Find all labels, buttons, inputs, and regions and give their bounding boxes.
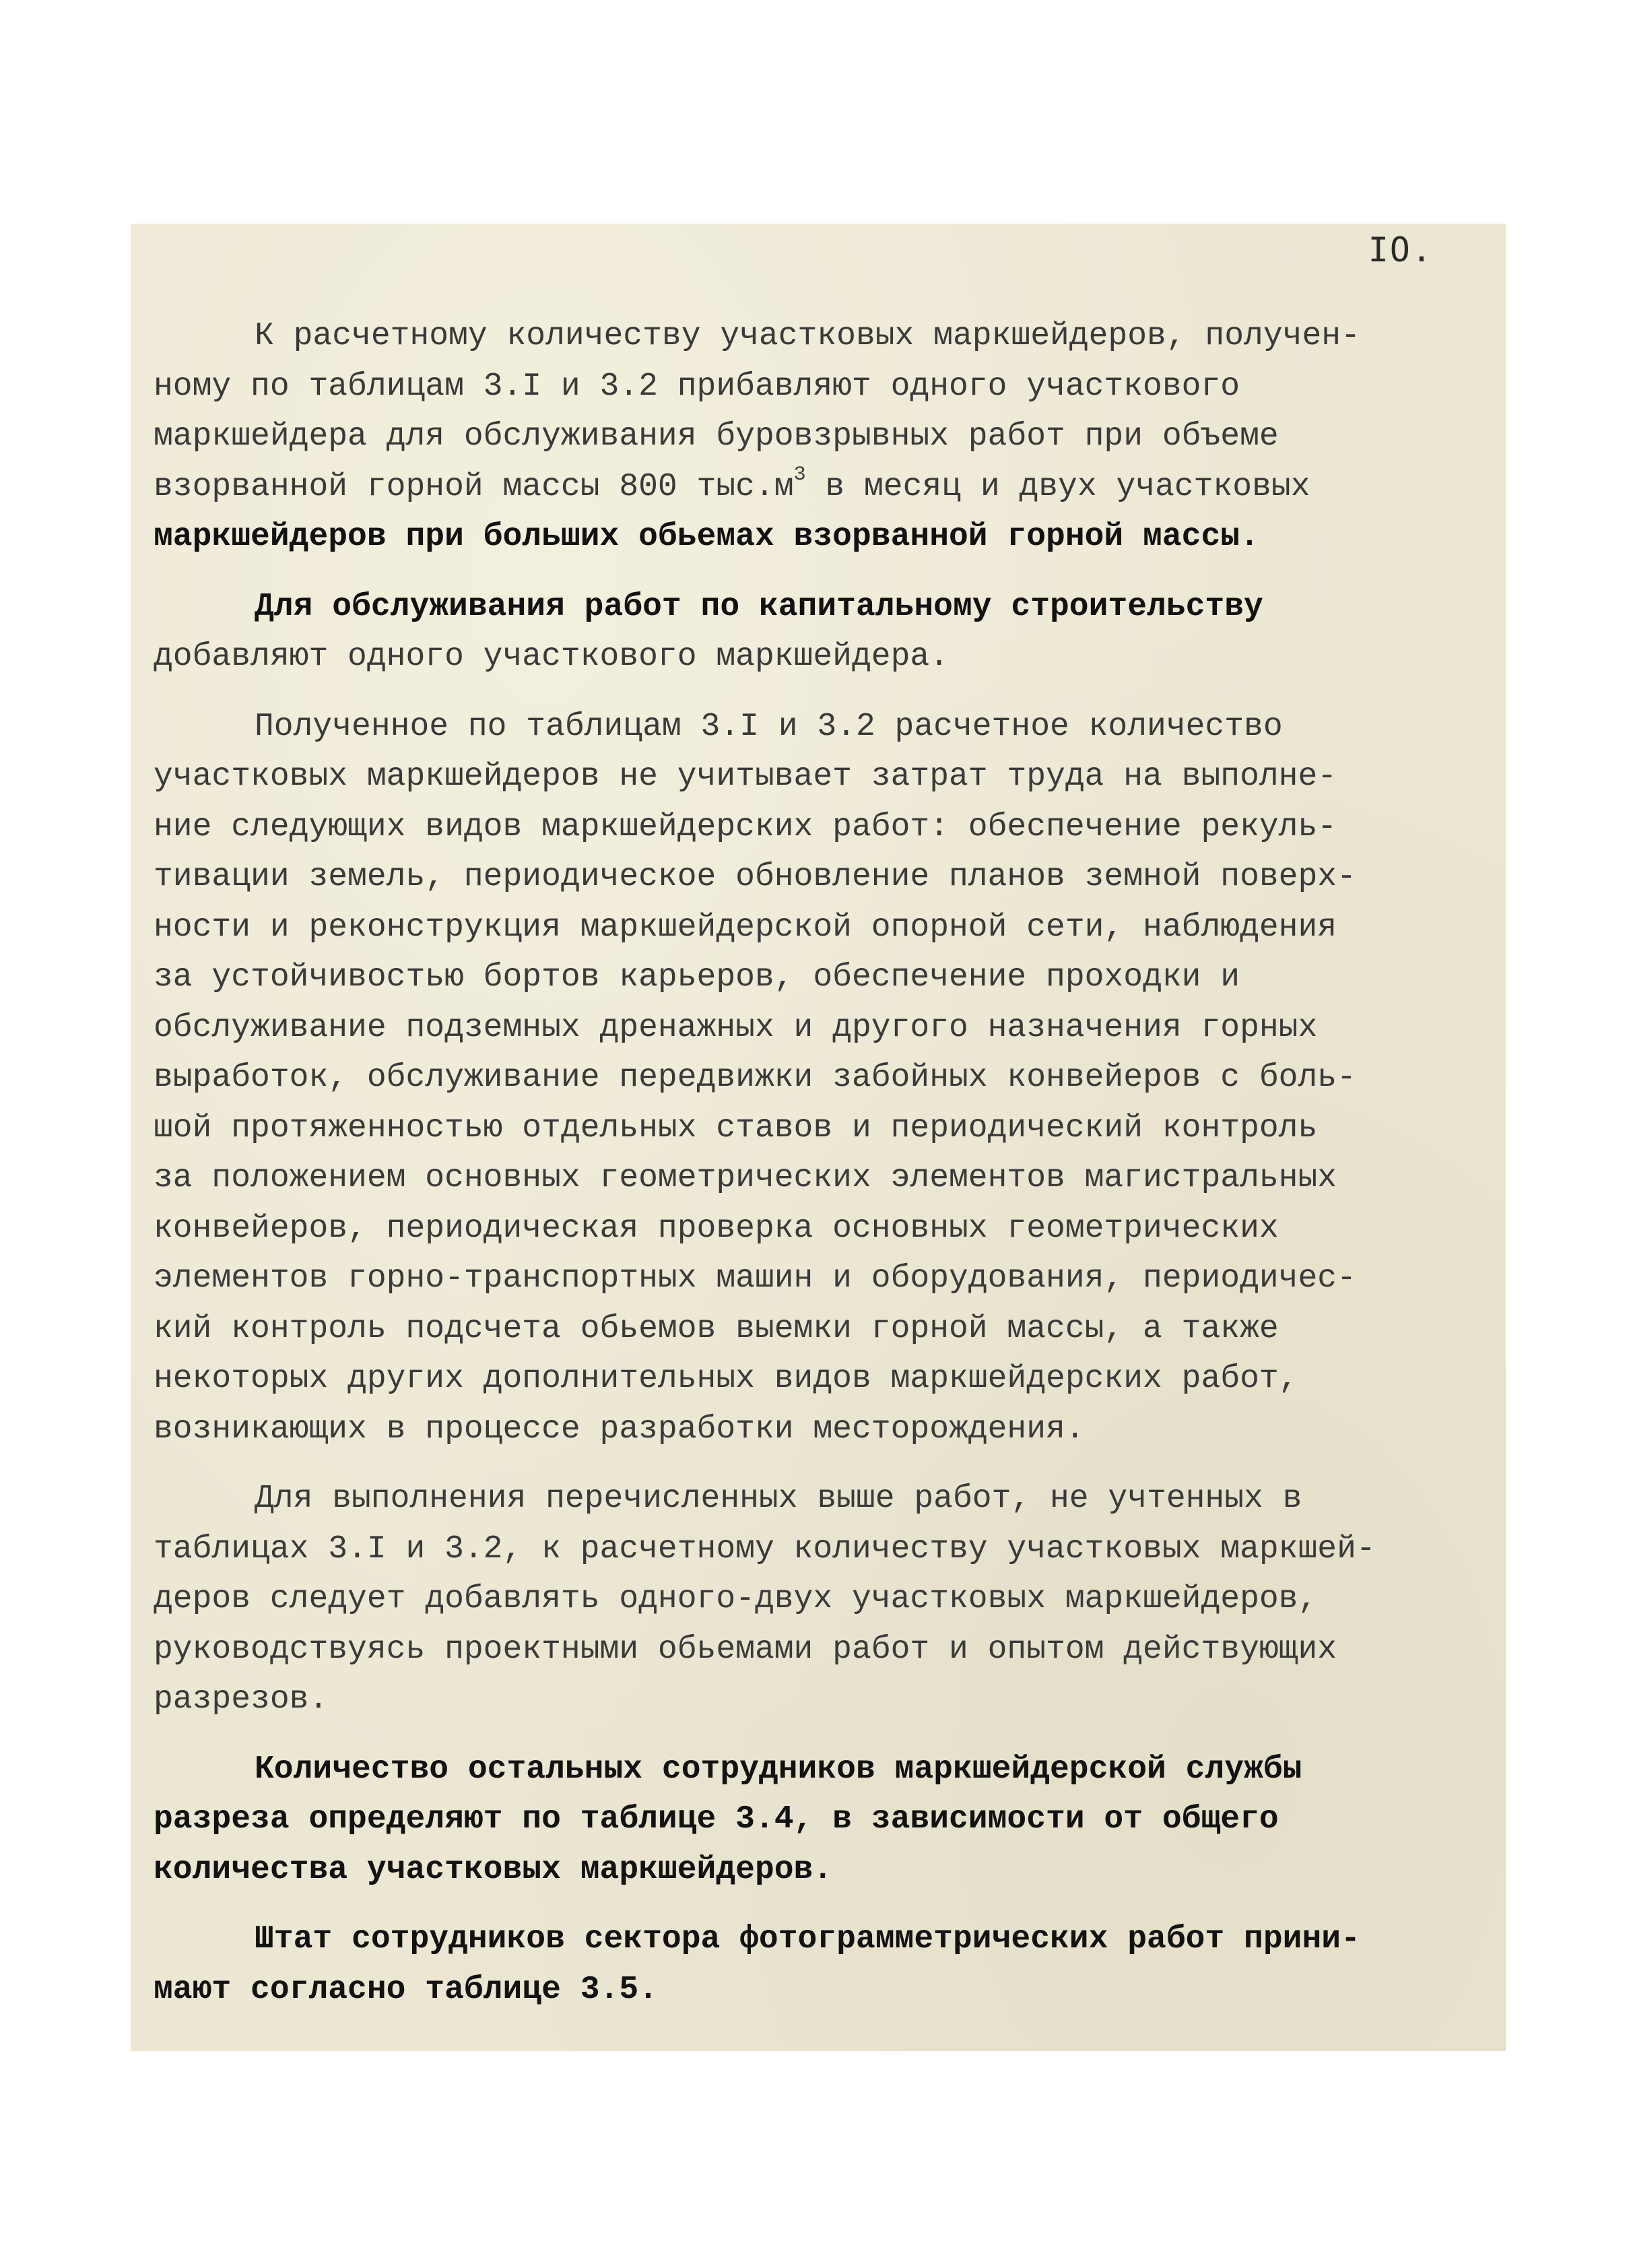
text-fragment: взорванной горной массы 800 тыс.м: [154, 468, 794, 505]
text-line: маркшейдера для обслуживания буровзрывных работ при объеме: [154, 418, 1279, 455]
page-number: IO.: [1368, 230, 1433, 269]
text-line: участковых маркшейдеров не учитывает затрат труда на выполне-: [154, 758, 1337, 795]
paragraph-6: [154, 1914, 1460, 2015]
text-line-with-superscript: [154, 462, 1460, 513]
text-line: Количество остальных сотрудников маркшейдерской службы: [255, 1751, 1302, 1788]
text-line: шой протяженностью отдельных ставов и периодический контроль: [154, 1109, 1318, 1146]
text-line: конвейеров, периодическая проверка основных геометрических: [154, 1210, 1279, 1247]
text-line: кий контроль подсчета обьемов выемки горной массы, а также: [154, 1310, 1279, 1347]
text-line: некоторых других дополнительных видов маркшейдерских работ,: [154, 1361, 1298, 1397]
text-line: Штат сотрудников сектора фотограмметрических работ прини-: [255, 1921, 1360, 1957]
text-line: выработок, обслуживание передвижки забойных конвейеров с боль-: [154, 1060, 1356, 1096]
text-line: ному по таблицам 3.I и 3.2 прибавляют одного участкового: [154, 368, 1240, 405]
text-line: элементов горно-транспортных машин и оборудования, периодичес-: [154, 1260, 1356, 1297]
paragraph-4: [154, 1474, 1460, 1725]
paragraph-2: [154, 582, 1460, 682]
text-line: Для выполнения перечисленных выше работ, не учтенных в: [255, 1481, 1302, 1517]
document-body: [154, 311, 1460, 2034]
text-line: количества участковых маркшейдеров.: [154, 1851, 833, 1888]
text-line: Для обслуживания работ по капитальному строительству: [255, 588, 1263, 625]
text-line: Полученное по таблицам 3.I и 3.2 расчетное количество: [255, 708, 1283, 745]
paragraph-3: [154, 702, 1460, 1455]
paragraph-5: [154, 1745, 1460, 1896]
text-line: за положением основных геометрических элементов магистральных: [154, 1160, 1337, 1196]
text-line: за устойчивостью бортов карьеров, обеспечение проходки и: [154, 959, 1240, 996]
text-line: разреза определяют по таблице 3.4, в зависимости от общего: [154, 1801, 1279, 1838]
text-line: К расчетному количеству участковых маркшейдеров, получен-: [255, 318, 1360, 354]
text-line: ности и реконструкция маркшейдерской опорной сети, наблюдения: [154, 909, 1337, 946]
text-line: разрезов.: [154, 1681, 329, 1718]
text-line: таблицах 3.I и 3.2, к расчетному количеству участковых маркшей-: [154, 1530, 1376, 1567]
text-line: ние следующих видов маркшейдерских работ: обеспечение рекуль-: [154, 808, 1337, 845]
text-line: тивации земель, периодическое обновление планов земной поверх-: [154, 859, 1356, 895]
text-line: обслуживание подземных дренажных и другого назначения горных: [154, 1009, 1318, 1046]
text-line: мают согласно таблице 3.5.: [154, 1971, 658, 2008]
text-line: добавляют одного участкового маркшейдера.: [154, 639, 949, 675]
text-line: маркшейдеров при больших обьемах взорванной горной массы.: [154, 519, 1259, 555]
text-line: руководствуясь проектными обьемами работ и опытом действующих: [154, 1631, 1337, 1668]
text-fragment: в месяц и двух участковых: [805, 468, 1310, 505]
paragraph-1: [154, 311, 1460, 562]
superscript: 3: [793, 463, 806, 486]
document-page: [131, 224, 1506, 2051]
text-line: возникающих в процессе разработки месторождения.: [154, 1411, 1085, 1448]
text-line: деров следует добавлять одного-двух участковых маркшейдеров,: [154, 1581, 1318, 1617]
